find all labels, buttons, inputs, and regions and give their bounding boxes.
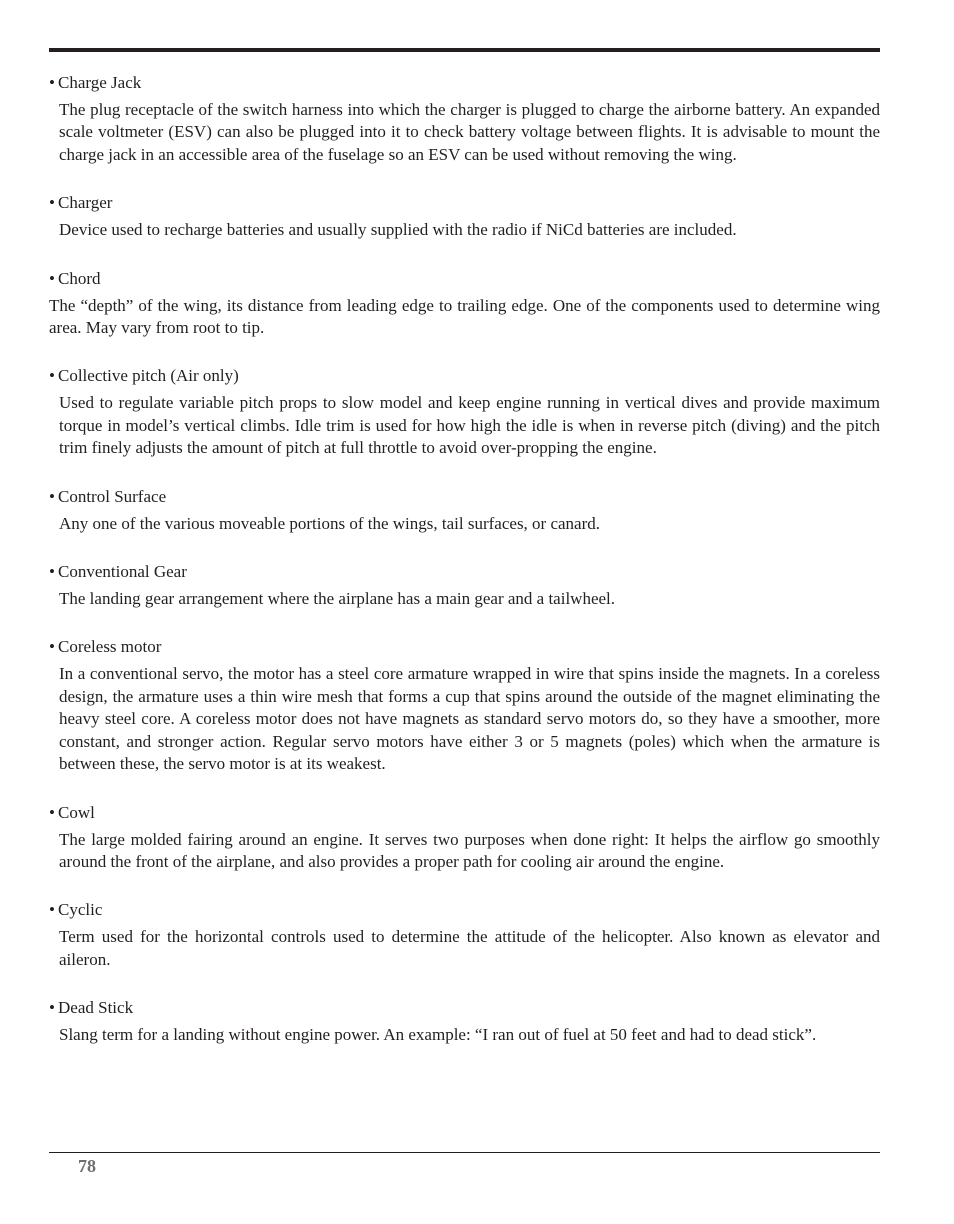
bullet: •: [49, 268, 55, 288]
bullet: •: [49, 998, 55, 1018]
bullet: •: [49, 73, 55, 92]
glossary-term: [49, 635, 880, 658]
term-label: Chord: [58, 268, 101, 288]
glossary-content: [49, 71, 880, 1072]
bullet: •: [49, 193, 55, 213]
bullet: •: [49, 900, 55, 920]
glossary-term: [49, 996, 880, 1019]
glossary-entry-control-surface: [49, 485, 880, 535]
term-label: Charger: [58, 193, 113, 213]
term-label: Dead Stick: [58, 998, 134, 1018]
glossary-entry-coreless-motor: [49, 635, 880, 775]
glossary-definition: The “depth” of the wing, its distance from leading edge to trailing edge. One of the components used to determine wing area. May vary from root to tip.: [49, 295, 880, 338]
glossary-definition: Any one of the various moveable portions of the wings, tail surfaces, or canard.: [59, 513, 601, 533]
page-number: 78: [78, 1156, 96, 1176]
top-rule: [49, 48, 880, 52]
glossary-entry-chord: [49, 267, 880, 340]
glossary-definition: The large molded fairing around an engine. It serves two purposes when done right: It helps the airflow go smoothly around the front of the airplane, and also provides a proper path for cooling air around the engine.: [59, 829, 880, 871]
glossary-entry-cowl: [49, 801, 880, 874]
term-label: Cyclic: [58, 900, 103, 920]
glossary-term: [49, 364, 880, 387]
glossary-definition: The landing gear arrangement where the airplane has a main gear and a tailwheel.: [59, 589, 616, 609]
term-label: Coreless motor: [58, 637, 162, 657]
bullet: •: [49, 562, 55, 582]
glossary-term: [49, 191, 880, 214]
glossary-definition: Slang term for a landing without engine power. An example: “I ran out of fuel at 50 feet and had to dead stick”.: [59, 1025, 817, 1045]
glossary-term: [49, 485, 880, 508]
glossary-term: [49, 71, 880, 94]
glossary-definition: Term used for the horizontal controls used to determine the attitude of the helicopter. Also known as elevator and aileron.: [59, 927, 880, 969]
bullet: •: [49, 486, 55, 506]
glossary-definition: Used to regulate variable pitch props to slow model and keep engine running in vertical dives and provide maximum torque in model’s vertical climbs. Idle trim is used for how high the idle is when in reverse pitch (diving) and the pitch trim finely adjusts the amount of pitch at full throttle to avoid over-propping the engine.: [59, 393, 880, 458]
term-label: Control Surface: [58, 486, 167, 506]
glossary-entry-charger: [49, 191, 880, 241]
bullet: •: [49, 366, 55, 386]
glossary-definition: The plug receptacle of the switch harness into which the charger is plugged to charge the airborne battery. An expanded scale voltmeter (ESV) can also be plugged into it to check battery voltage between flights. It is advisable to mount the charge jack in an accessible area of the fuselage so an ESV can be used without removing the wing.: [59, 100, 880, 164]
glossary-entry-collective-pitch: [49, 364, 880, 459]
glossary-term: [49, 801, 880, 824]
glossary-entry-charge-jack: [49, 71, 880, 166]
glossary-definition: In a conventional servo, the motor has a steel core armature wrapped in wire that spins inside the magnets. In a coreless design, the armature uses a thin wire mesh that forms a cup that spins around the outside of the magnet eliminating the heavy steel core. A coreless motor does not have magnets as standard servo motors do, so they have a smoother, more constant, and stronger action. Regular servo motors have either 3 or 5 magnets (poles) which when the armature is between these, the servo motor is at its weakest.: [59, 664, 880, 774]
glossary-entry-cyclic: [49, 898, 880, 971]
bullet: •: [49, 637, 55, 657]
bullet: •: [49, 802, 55, 822]
glossary-term: [49, 267, 880, 290]
glossary-term: [49, 560, 880, 583]
term-label: Cowl: [58, 802, 95, 822]
glossary-definition: Device used to recharge batteries and usually supplied with the radio if NiCd batteries are included.: [59, 220, 737, 240]
glossary-entry-dead-stick: [49, 996, 880, 1046]
bottom-rule: [49, 1152, 880, 1153]
glossary-term: [49, 898, 880, 921]
term-label: Charge Jack: [58, 73, 142, 92]
term-label: Collective pitch (Air only): [58, 366, 239, 386]
term-label: Conventional Gear: [58, 562, 187, 582]
glossary-entry-conventional-gear: [49, 560, 880, 610]
